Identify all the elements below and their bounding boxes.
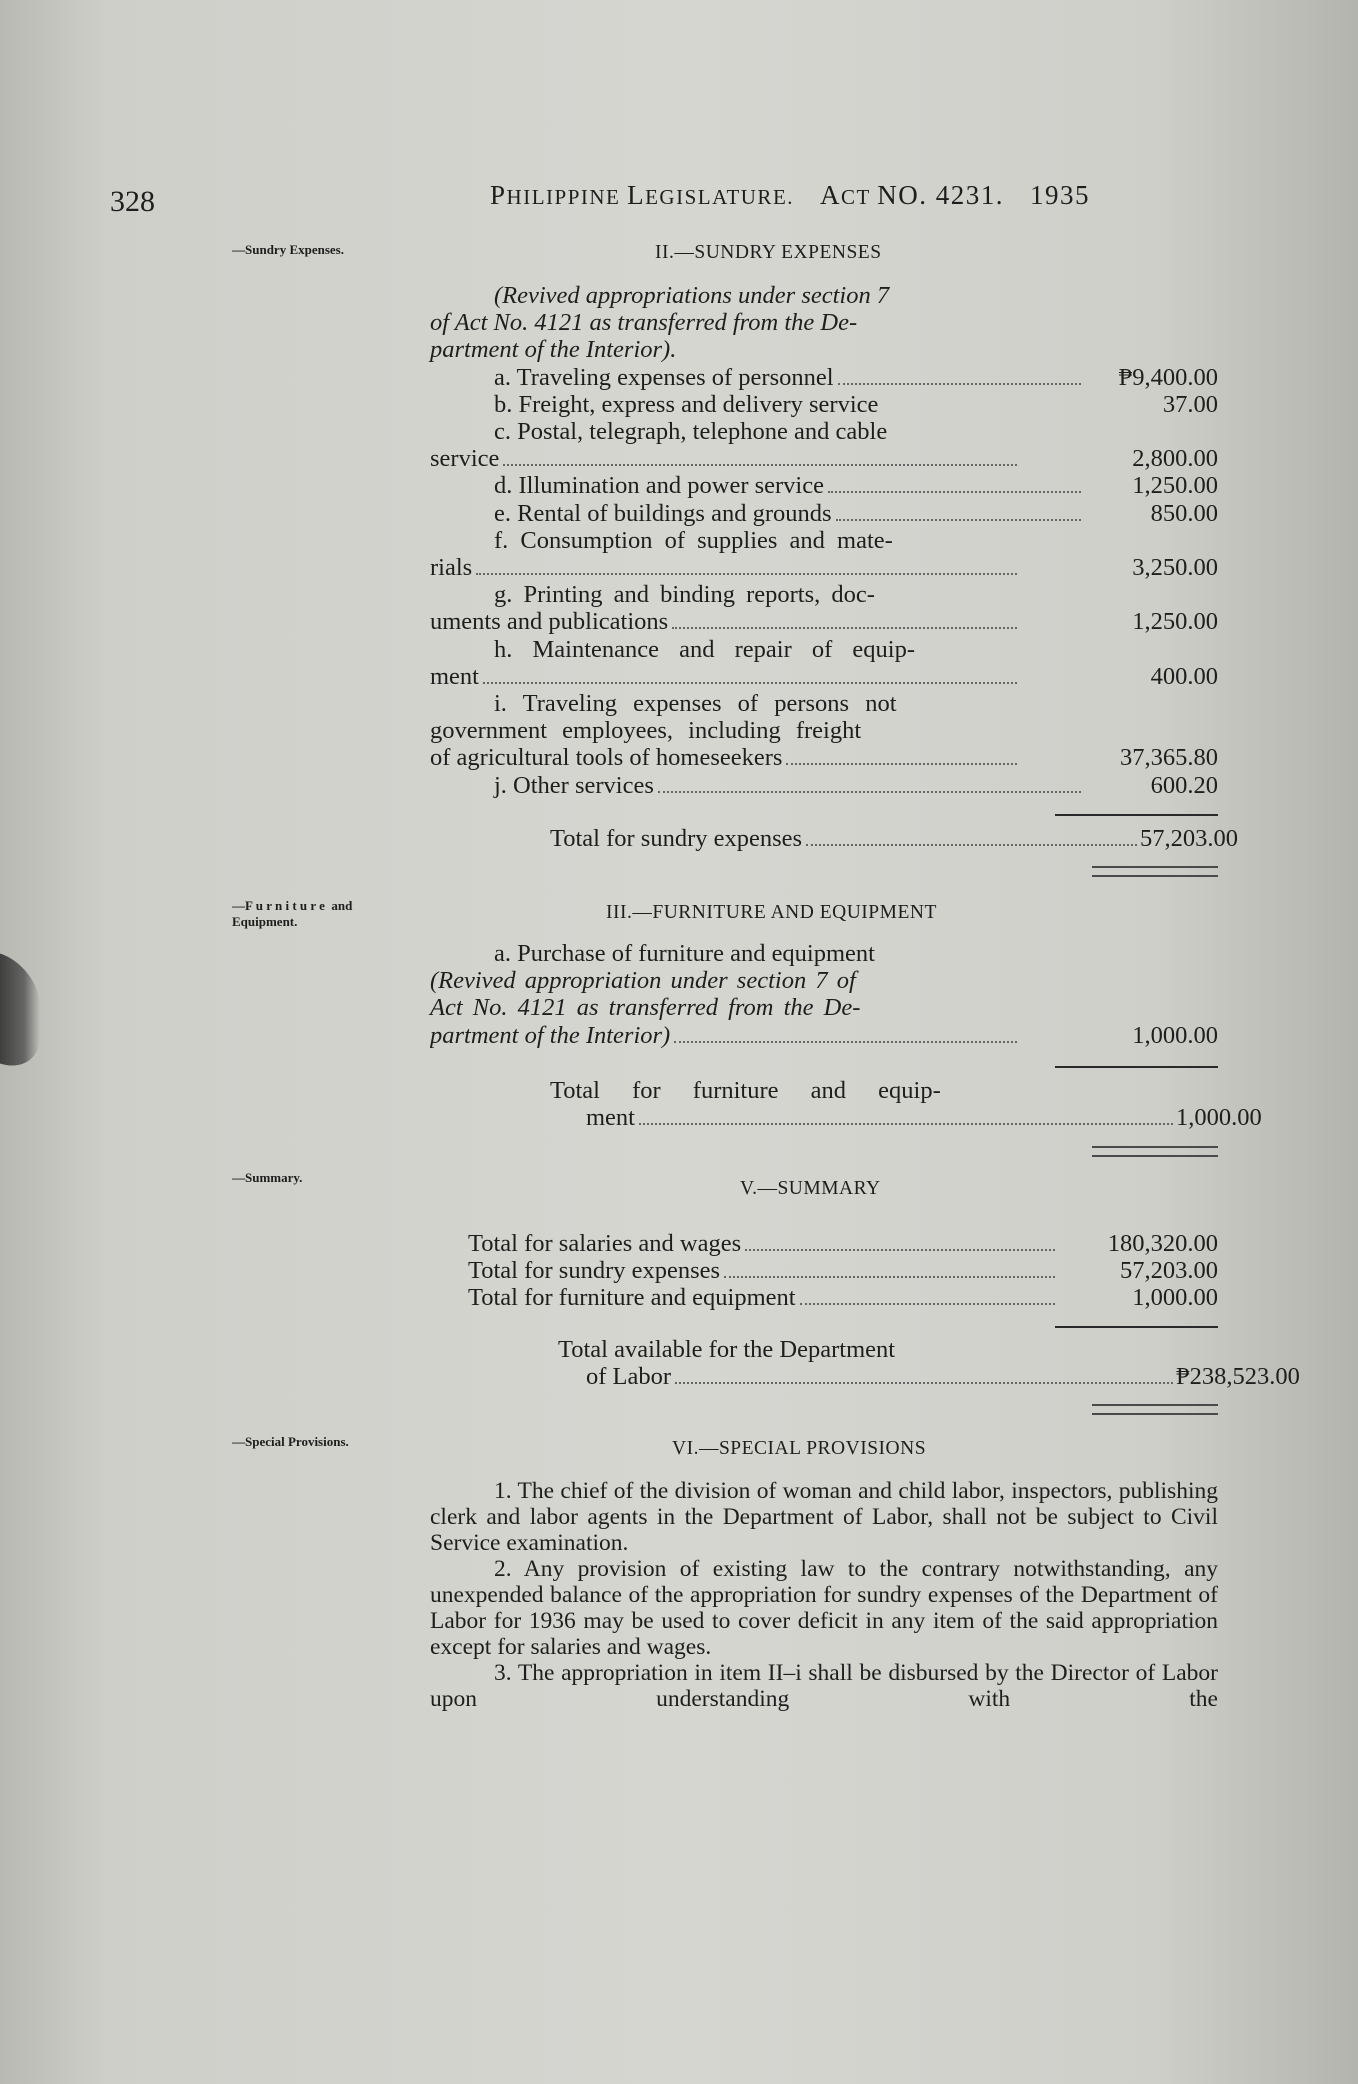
header-title-hilippine: HILIPPINE <box>506 185 628 209</box>
sundry-item-i-line2: government employees, including freight <box>430 717 862 745</box>
sundry-item-g-label: uments and publications <box>430 608 669 636</box>
summary-total-double-rule <box>1092 1404 1218 1415</box>
sundry-total <box>430 825 1238 852</box>
sundry-item-a-amount: ₱9,400.00 <box>1118 363 1218 391</box>
summary-row-salaries <box>430 1230 1218 1257</box>
sundry-heading: II.—SUNDRY EXPENSES <box>655 242 882 263</box>
sundry-item-f-label: rials <box>430 554 473 582</box>
summary-row-sundry <box>430 1257 1218 1284</box>
furniture-heading: III.—FURNITURE AND EQUIPMENT <box>606 902 937 923</box>
furniture-total-amount: 1,000.00 <box>1176 1104 1262 1132</box>
sundry-item-i-label: of agricultural tools of homeseekers <box>430 744 783 772</box>
sundry-item-a-label: a. Traveling expenses of personnel <box>494 363 834 391</box>
sundry-item-a <box>430 364 1218 391</box>
scanner-tab-shadow <box>0 954 40 1077</box>
header-title-l: L <box>627 180 646 210</box>
sundry-item-d <box>430 472 1218 499</box>
margin-note-summary: —Summary. <box>232 1170 303 1185</box>
header-act-n: N <box>877 180 899 210</box>
sundry-intro-line3: partment of the Interior). <box>430 336 677 364</box>
furniture-item-a <box>430 1022 1218 1049</box>
furniture-item-a-amount: 1,000.00 <box>1132 1021 1218 1049</box>
sundry-total-double-rule <box>1092 866 1218 877</box>
sundry-subtotal-rule <box>1055 814 1218 816</box>
summary-total-amount: ₱238,523.00 <box>1176 1363 1300 1391</box>
summary-row-sundry-amount: 57,203.00 <box>1120 1257 1218 1285</box>
furniture-total-line1: Total for furniture and equip- <box>550 1077 941 1104</box>
furniture-total-double-rule <box>1092 1146 1218 1157</box>
summary-section <box>430 1230 1218 1312</box>
summary-row-salaries-amount: 180,320.00 <box>1107 1230 1218 1257</box>
summary-row-furniture-label: Total for furniture and equipment <box>468 1284 796 1312</box>
summary-subtotal-rule <box>1055 1326 1218 1328</box>
sundry-item-e-label: e. Rental of buildings and grounds <box>494 499 832 527</box>
margin-note-furniture <box>232 898 432 930</box>
summary-total <box>430 1336 1300 1391</box>
header-act-ct: CT <box>841 185 878 209</box>
sundry-item-c <box>430 445 1218 472</box>
furniture-line3: Act No. 4121 as transferred from the De- <box>430 994 861 1022</box>
furniture-item-a-label: partment of the Interior) <box>430 1021 671 1049</box>
summary-heading: V.—SUMMARY <box>740 1178 881 1199</box>
sundry-item-d-label: d. Illumination and power service <box>494 472 824 500</box>
sundry-item-g-line1: g. Printing and binding reports, doc- <box>494 581 875 609</box>
special-provision-2: 2. Any provision of existing law to the contrary notwithstanding, any unexpended balance of the appropriation for sundry expenses of the Department of Labor for 1936 may be used to cover deficit in any item of the said appropriation except for salaries and wages. <box>430 1556 1218 1660</box>
sundry-item-d-amount: 1,250.00 <box>1132 472 1218 500</box>
sundry-item-h-line1: h. Maintenance and repair of equip- <box>494 635 916 663</box>
sundry-total-label: Total for sundry expenses <box>550 825 803 852</box>
summary-total-label: of Labor <box>586 1363 672 1391</box>
summary-row-furniture-amount: 1,000.00 <box>1132 1284 1218 1312</box>
sundry-total-amount: 57,203.00 <box>1140 825 1238 852</box>
furniture-total <box>430 1077 1262 1132</box>
sundry-item-j-label: j. Other services <box>494 771 654 799</box>
header-title-egislature: EGISLATURE. <box>645 185 795 209</box>
sundry-item-h-amount: 400.00 <box>1150 662 1218 690</box>
sundry-item-f-line1: f. Consumption of supplies and mate- <box>494 526 893 554</box>
sundry-item-b-label: b. Freight, express and delivery service <box>494 390 879 418</box>
sundry-item-h <box>430 663 1218 690</box>
sundry-item-e <box>430 500 1218 527</box>
sundry-item-e-amount: 850.00 <box>1150 499 1218 527</box>
sundry-item-c-amount: 2,800.00 <box>1132 445 1218 473</box>
header-year: 1935 <box>1030 180 1090 210</box>
sundry-item-c-line1: c. Postal, telegraph, telephone and cable <box>494 418 888 446</box>
special-provision-3: 3. The appropriation in item II–i shall be disbursed by the Director of Labor upon understanding with the <box>430 1660 1218 1712</box>
sundry-section <box>430 282 1218 799</box>
sundry-item-c-label: service <box>430 445 500 473</box>
sundry-item-b <box>430 391 1218 418</box>
summary-row-furniture <box>430 1284 1218 1311</box>
furniture-line1: a. Purchase of furniture and equipment <box>494 940 875 967</box>
header-act-number: O. 4231. <box>898 180 1004 210</box>
sundry-item-g-amount: 1,250.00 <box>1132 608 1218 636</box>
margin-note-furniture-line1: —F u r n i t u r e and <box>232 898 353 913</box>
furniture-total-label: ment <box>586 1104 635 1132</box>
sundry-item-i-amount: 37,365.80 <box>1120 744 1218 772</box>
sundry-item-f-amount: 3,250.00 <box>1132 554 1218 582</box>
summary-row-sundry-label: Total for sundry expenses <box>468 1257 721 1285</box>
sundry-item-i-line1: i. Traveling expenses of persons not <box>494 690 897 718</box>
sundry-intro-line1: (Revived appropriations under section 7 <box>494 282 890 309</box>
special-provision-1: 1. The chief of the division of woman and child labor, inspectors, publishing clerk and labor agents in the Department of Labor, shall not be subject to Civil Service examination. <box>430 1478 1218 1556</box>
furniture-section <box>430 940 1218 1049</box>
sundry-item-h-label: ment <box>430 662 479 690</box>
sundry-item-f <box>430 554 1218 581</box>
sundry-intro-line2: of Act No. 4121 as transferred from the De- <box>430 309 858 337</box>
furniture-subtotal-rule <box>1055 1066 1218 1068</box>
page-number: 328 <box>110 185 155 218</box>
sundry-item-j <box>430 772 1218 799</box>
header-title-p: P <box>490 180 507 210</box>
summary-row-salaries-label: Total for salaries and wages <box>468 1230 742 1257</box>
margin-note-sundry: —Sundry Expenses. <box>232 242 344 257</box>
furniture-line2: (Revived appropriation under section 7 of <box>430 967 856 995</box>
special-provisions-text <box>430 1478 1218 1712</box>
special-heading: VI.—SPECIAL PROVISIONS <box>672 1438 927 1459</box>
sundry-item-j-amount: 600.20 <box>1150 771 1218 799</box>
sundry-item-b-amount: 37.00 <box>1162 390 1218 418</box>
summary-total-line1: Total available for the Department <box>558 1336 896 1363</box>
running-header <box>490 180 1090 211</box>
sundry-item-g <box>430 608 1218 635</box>
sundry-item-i <box>430 744 1218 771</box>
margin-note-furniture-line2: Equipment. <box>232 914 298 929</box>
header-act-a: A <box>820 180 842 210</box>
margin-note-special: —Special Provisions. <box>232 1434 349 1449</box>
